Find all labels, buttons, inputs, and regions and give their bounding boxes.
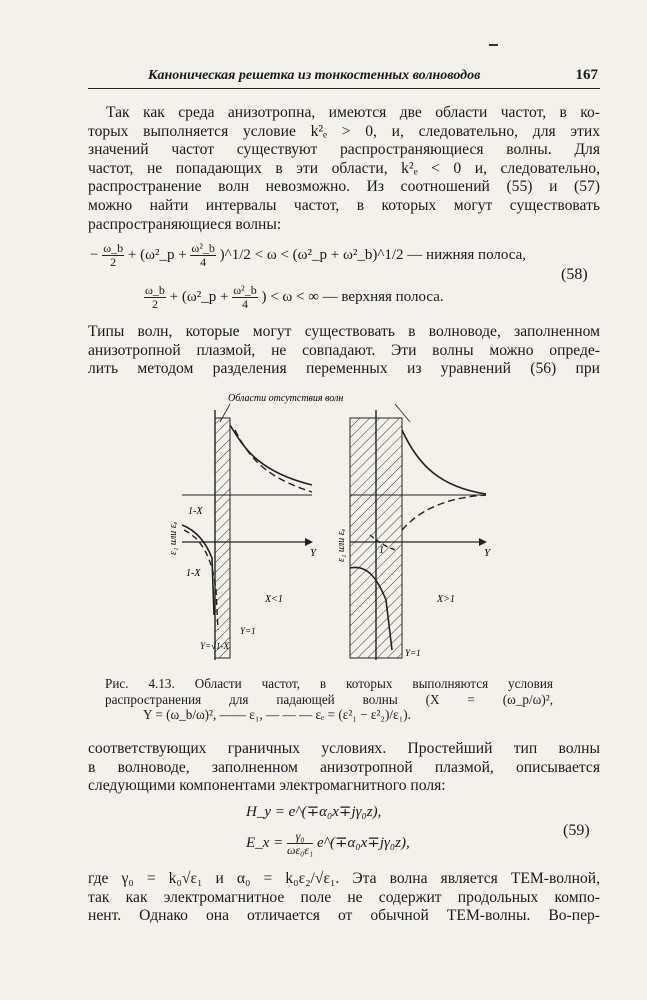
fraction: $\frac{\omega\_b}{2}$: [103, 241, 124, 269]
dashed-curve-left-upper: [235, 430, 312, 492]
equation-58-line-2: $\frac{\omega\_b}{2}$ + (ω²_p + $\frac{\text{ω²\_b}}{4}$ ) < ω < ∞ — верхняя полоса.: [145, 283, 444, 311]
text-line: торых выполняется условие k²ₑ > 0, и, следовательно, для этих: [88, 122, 600, 140]
fraction: $\frac{\text{γ₀}}{\text{ωε₀ε₁}}$: [286, 829, 314, 857]
arrow-icon: [305, 538, 313, 546]
arrow-icon: [479, 538, 487, 546]
label-y-eq-1-left: Y=1: [240, 626, 256, 636]
axis-label-left: ε₁ или εₑ: [168, 521, 179, 555]
text-line: распространение волн невозможно. Из соотношений (55) и (57): [88, 178, 600, 196]
text-line: следующими компонентами электромагнитного поля:: [88, 777, 446, 795]
text-line: Так как среда анизотропна, имеются две области частот, в ко-: [106, 104, 600, 121]
label-y-eq-1-right: Y=1: [405, 648, 421, 658]
label-right-1: 1: [379, 545, 384, 556]
text-line: Типы волн, которые могут существовать в волноводе, заполненном: [88, 323, 600, 340]
page-mark: [489, 44, 498, 46]
text-line: так как электромагнитное поле не содержит продольных компо-: [88, 888, 600, 906]
text-line: можно найти интервалы частот, в которых могут существовать: [88, 196, 600, 214]
label-y-left: Y: [310, 547, 317, 559]
running-header: [88, 66, 600, 89]
label-y-right: Y: [484, 547, 491, 559]
equation-58-line-1: − $\frac{\omega\_b}{2}$ + (ω²_p + $\frac{\text{ω²\_b}}{4}$ )^1/2 < ω < (ω²_p + ω²_b)^1/2 — нижняя полоса,: [90, 241, 526, 269]
paragraph-4: [88, 870, 600, 926]
dashed-curve-right-upper: [402, 495, 486, 530]
solid-curve-left-upper: [230, 425, 312, 485]
text-line: анизотропной плазмой, не совпадают. Эти волны можно опреде-: [88, 341, 600, 359]
label-x-less-1: X<1: [265, 594, 283, 605]
equation-number-59: (59): [563, 822, 590, 839]
text-line: соответствующих граничных условиях. Простейший тип волны: [88, 740, 600, 757]
caption-line: распространения для падающей волны (X = (ω_p/ω)²,: [105, 691, 553, 707]
text-line: распространяющиеся волны:: [88, 215, 282, 233]
label-x-greater-1: X>1: [437, 594, 455, 605]
text-line: лить методом разделения переменных из уравнений (56) при: [88, 360, 600, 378]
fraction: $\frac{\text{ω²\_b}}{4}$: [233, 283, 257, 311]
page-number: 167: [575, 67, 598, 83]
paragraph-3: [88, 740, 600, 796]
figure-caption: [105, 676, 553, 723]
solid-curve-right-upper: [402, 430, 486, 494]
fraction: $\frac{\omega\_b}{2}$: [145, 283, 165, 311]
label-1-x-bottom: 1-X: [186, 568, 201, 579]
caption-line: Рис. 4.13. Области частот, в которых выполняются условия: [105, 676, 553, 691]
equation-59-line-2: E_x = $\frac{\text{γ₀}}{\text{ωε₀ε₁}}$ e^(∓α₀x∓jγ₀z),: [246, 829, 410, 857]
text-line: в волноводе, заполненном анизотропной плазмой, описывается: [88, 758, 600, 776]
header-title: Каноническая решетка из тонкостенных волноводов: [148, 68, 481, 83]
figure-4-13: [150, 390, 500, 665]
text-line: значений частот существуют распространяющиеся волны. Для: [88, 141, 600, 159]
equation-59-line-1: H_y = e^(∓α₀x∓jγ₀z),: [246, 804, 382, 820]
paragraph-2: [88, 323, 600, 379]
text-line: нент. Однако она отличается от обычной TEM-волны. Во-пер-: [88, 907, 600, 925]
caption-line: Y = (ω_b/ω)², —— ε₁, — — — εₑ = (ε²₁ − ε²₂)/ε₁).: [143, 707, 411, 722]
label-1-x-top: 1-X: [188, 506, 203, 517]
fraction: $\frac{\text{ω²\_b}}{4}$: [191, 241, 215, 269]
text-line: где γ₀ = k₀√ε₁ и α₀ = k₀ε₂/√ε₁. Эта волна является TEM-волной,: [88, 870, 600, 887]
text-line: частот, не попадающих в эти области, k²ₑ < 0 и, следовательно,: [88, 159, 600, 177]
paragraph-1: [88, 104, 600, 234]
equation-number-58: (58): [561, 266, 588, 283]
top-annotation: Области отсутствия волн: [228, 393, 344, 404]
label-y-sqrt: Y=√1-X: [200, 641, 230, 651]
axis-label-right: ε₁ или εₑ: [336, 528, 347, 562]
